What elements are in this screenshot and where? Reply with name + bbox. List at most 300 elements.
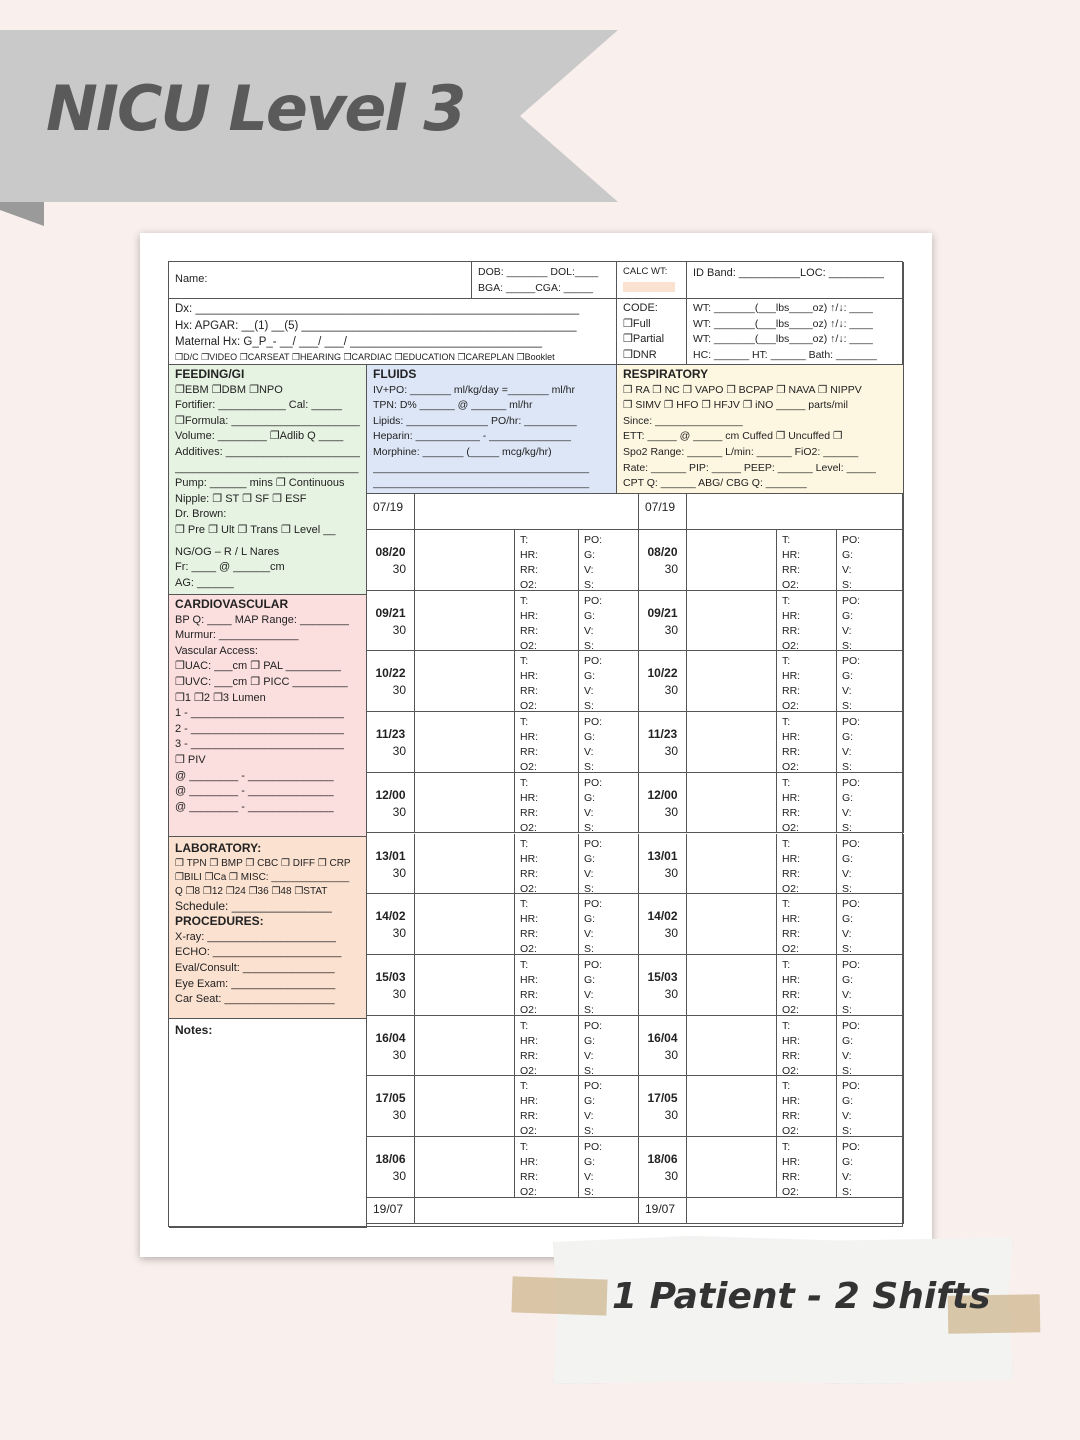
io-label: V:: [584, 928, 594, 941]
intake-output-cell[interactable]: [579, 1016, 639, 1077]
shift-2-hour-notes[interactable]: [687, 834, 777, 895]
vital-label: HR:: [520, 731, 539, 744]
io-label: G:: [842, 852, 854, 865]
intake-output-cell[interactable]: [579, 1137, 639, 1198]
shift-2-hour-row: [639, 834, 687, 895]
intake-output-cell[interactable]: [837, 591, 904, 652]
vital-label: RR:: [782, 806, 801, 819]
intake-output-cell[interactable]: [837, 712, 904, 773]
feeding-gi-section[interactable]: [169, 365, 367, 595]
vital-signs-cell[interactable]: [777, 591, 837, 652]
shift-1-hour-row: [367, 1137, 415, 1198]
hour-sub-label: 30: [664, 926, 678, 941]
io-label: PO:: [842, 837, 861, 850]
hour-time-label: 16/04: [375, 1030, 406, 1045]
io-label: V:: [842, 624, 852, 637]
intake-output-cell[interactable]: [579, 834, 639, 895]
respiratory-line: ETT: _____ @ _____ cm Cuffed ❐ Uncuffed ❐: [623, 430, 843, 443]
intake-output-cell[interactable]: [579, 651, 639, 712]
io-label: V:: [584, 564, 594, 576]
history-cell[interactable]: [169, 299, 617, 365]
fluids-section[interactable]: [367, 365, 617, 494]
vital-label: O2:: [782, 700, 799, 713]
shift-1-start-time: [367, 494, 415, 530]
lab-line: ❐BILI ❐Ca ❐ MISC: ______________: [175, 871, 350, 883]
io-label: V:: [842, 746, 852, 759]
hour-time-label: 13/01: [647, 848, 678, 863]
io-label: G:: [584, 852, 596, 865]
io-label: PO:: [584, 958, 603, 971]
intake-output-cell[interactable]: [837, 1076, 904, 1137]
vital-signs-cell[interactable]: [515, 712, 579, 773]
vital-label: RR:: [520, 1049, 539, 1062]
io-label: PO:: [584, 655, 603, 668]
shift-1-hour-row: [367, 651, 415, 712]
io-label: G:: [842, 670, 854, 683]
io-label: S:: [584, 700, 594, 713]
io-label: PO:: [584, 776, 603, 789]
vital-label: O2:: [782, 943, 799, 956]
io-label: S:: [584, 821, 594, 834]
shift-1-hour-row: [367, 591, 415, 652]
vital-signs-cell[interactable]: [777, 955, 837, 1016]
hour-sub-label: 30: [664, 1169, 678, 1183]
io-label: V:: [584, 867, 594, 880]
vital-label: HR:: [782, 1156, 801, 1168]
shift-2-start-notes[interactable]: [687, 494, 904, 530]
shift-1-hour-row: [367, 955, 415, 1016]
apgar-line: Hx: APGAR: __(1) __(5) ___________________________________________: [175, 319, 577, 332]
fluids-line: Lipids: ______________ PO/hr: _________: [373, 414, 577, 427]
vital-label: T:: [520, 1019, 529, 1032]
respiratory-section[interactable]: [617, 365, 904, 494]
io-label: PO:: [842, 1080, 861, 1093]
shift-2-hour-row: [639, 894, 687, 955]
vital-signs-cell[interactable]: [515, 1016, 579, 1077]
io-label: S:: [842, 1186, 852, 1198]
io-label: G:: [584, 549, 596, 561]
io-label: PO:: [584, 898, 603, 911]
shift-1-hour-notes[interactable]: [415, 773, 515, 834]
intake-output-cell[interactable]: [579, 712, 639, 773]
hour-time-label: 14/02: [647, 909, 678, 924]
intake-output-cell[interactable]: [579, 591, 639, 652]
vital-label: RR:: [782, 624, 801, 637]
shift-2-hour-notes[interactable]: [687, 773, 777, 834]
lab-title: LABORATORY:: [175, 841, 262, 855]
hour-time-label: 08/20: [647, 545, 678, 559]
hour-sub-label: 30: [664, 986, 678, 1001]
vital-label: RR:: [520, 1171, 539, 1183]
procedure-line: Car Seat: __________________: [175, 993, 335, 1006]
shift-1-hour-notes[interactable]: [415, 712, 515, 773]
io-label: V:: [584, 1171, 594, 1183]
vital-label: HR:: [520, 1095, 539, 1108]
vital-signs-cell[interactable]: [515, 1076, 579, 1137]
io-label: V:: [842, 1110, 852, 1123]
feeding-line: AG: ______: [175, 576, 234, 589]
hour-sub-label: 30: [664, 865, 678, 880]
vital-label: HR:: [520, 670, 539, 683]
vital-signs-cell[interactable]: [515, 834, 579, 895]
vital-label: RR:: [520, 988, 539, 1001]
tape-left: [511, 1276, 607, 1315]
io-label: S:: [842, 579, 852, 591]
vital-signs-cell[interactable]: [777, 530, 837, 591]
hour-time-label: 15/03: [375, 969, 406, 984]
hour-time-label: 11/23: [375, 727, 406, 742]
hour-time-label: 17/05: [647, 1091, 678, 1106]
io-label: V:: [584, 988, 594, 1001]
hour-sub-label: 30: [392, 622, 406, 637]
fluids-line: Heparin: ___________ - ______________: [373, 430, 571, 443]
shift-2-hour-notes[interactable]: [687, 894, 777, 955]
io-label: PO:: [584, 594, 603, 607]
shift-1-hour-row: [367, 712, 415, 773]
vital-label: HR:: [782, 913, 801, 926]
vital-signs-cell[interactable]: [777, 834, 837, 895]
io-label: PO:: [842, 1019, 861, 1032]
vital-signs-cell[interactable]: [515, 651, 579, 712]
respiratory-line: ❐ RA ❐ NC ❐ VAPO ❐ BCPAP ❐ NAVA ❐ NIPPV: [623, 383, 862, 396]
vital-label: RR:: [520, 564, 539, 576]
hour-time-label: 11/23: [647, 727, 678, 742]
shift-1-hour-notes[interactable]: [415, 894, 515, 955]
vital-signs-cell[interactable]: [777, 1137, 837, 1198]
shift-1-hour-notes[interactable]: [415, 1076, 515, 1137]
shift-2-hour-notes[interactable]: [687, 1137, 777, 1198]
shift-1-end-time: [367, 1198, 415, 1224]
io-label: G:: [584, 913, 596, 926]
vital-signs-cell[interactable]: [777, 651, 837, 712]
hour-sub-label: 30: [664, 1047, 678, 1062]
shift-2-hour-row: [639, 955, 687, 1016]
io-label: V:: [842, 1049, 852, 1062]
vital-label: HR:: [782, 731, 801, 744]
io-label: S:: [584, 943, 594, 956]
vital-label: T:: [520, 594, 529, 607]
code-label: CODE:: [623, 302, 658, 314]
hour-sub-label: 30: [392, 926, 406, 941]
intake-output-cell[interactable]: [837, 773, 904, 834]
hour-sub-label: 30: [392, 804, 406, 819]
shift-2-hour-row: [639, 1137, 687, 1198]
io-label: S:: [842, 1125, 852, 1138]
intake-output-cell[interactable]: [837, 651, 904, 712]
io-label: PO:: [842, 594, 861, 607]
io-label: G:: [584, 791, 596, 804]
notes-section[interactable]: [169, 1019, 367, 1228]
io-label: G:: [842, 791, 854, 804]
hour-sub-label: 30: [392, 1108, 406, 1123]
vital-label: O2:: [520, 821, 537, 834]
feeding-line: Pump: ______ mins ❐ Continuous: [175, 477, 345, 490]
shift-2-end-label: 19/07: [645, 1201, 676, 1216]
vital-label: RR:: [782, 988, 801, 1001]
feeding-line: ❐ Pre ❐ Ult ❐ Trans ❐ Level __: [175, 523, 336, 536]
shift-2-hour-notes[interactable]: [687, 1076, 777, 1137]
io-label: PO:: [842, 716, 861, 729]
io-label: G:: [584, 1156, 596, 1168]
shift-1-end-notes[interactable]: [415, 1198, 639, 1224]
shift-2-hour-notes[interactable]: [687, 651, 777, 712]
weight-line-2: WT: _______(___lbs____oz) ↑/↓: ____: [693, 317, 873, 330]
cardio-line: BP Q: ____ MAP Range: ________: [175, 613, 349, 626]
shift-2-hour-notes[interactable]: [687, 712, 777, 773]
io-label: S:: [584, 639, 594, 652]
shift-1-hour-notes[interactable]: [415, 1016, 515, 1077]
io-label: S:: [584, 761, 594, 774]
vital-label: O2:: [520, 579, 537, 591]
hour-time-label: 10/22: [375, 666, 406, 681]
intake-output-cell[interactable]: [579, 955, 639, 1016]
vital-label: O2:: [782, 1064, 799, 1077]
io-label: G:: [584, 731, 596, 744]
vital-signs-cell[interactable]: [777, 894, 837, 955]
hour-time-label: 09/21: [375, 605, 406, 620]
fluids-line: _____________________________________: [373, 477, 590, 490]
cardio-line: @ ________ - ______________: [175, 769, 334, 782]
io-label: V:: [842, 928, 852, 941]
io-label: S:: [584, 1003, 594, 1016]
hc-ht-bath-line: HC: ______ HT: ______ Bath: _______: [693, 348, 877, 361]
intake-output-cell[interactable]: [579, 530, 639, 591]
hour-sub-label: 30: [664, 683, 678, 698]
respiratory-line: Since: _______________: [623, 414, 743, 427]
shift-2-hour-notes[interactable]: [687, 955, 777, 1016]
intake-output-cell[interactable]: [837, 1137, 904, 1198]
io-label: S:: [584, 882, 594, 895]
vital-label: O2:: [520, 700, 537, 713]
weight-cell[interactable]: [687, 299, 904, 365]
io-label: V:: [584, 1110, 594, 1123]
vital-label: RR:: [520, 806, 539, 819]
hour-time-label: 12/00: [647, 787, 678, 802]
hour-sub-label: 30: [392, 865, 406, 880]
code-partial[interactable]: ❐Partial: [623, 333, 665, 345]
io-label: V:: [842, 564, 852, 576]
cardio-line: Murmur: _____________: [175, 629, 299, 642]
vital-label: HR:: [782, 549, 801, 561]
vital-label: O2:: [782, 882, 799, 895]
code-full[interactable]: ❐Full: [623, 317, 651, 330]
shift-2-start-label: 07/19: [645, 500, 676, 514]
feeding-title: FEEDING/GI: [175, 367, 245, 381]
vital-signs-cell[interactable]: [515, 894, 579, 955]
vital-signs-cell[interactable]: [515, 591, 579, 652]
feeding-line: ❐EBM ❐DBM ❐NPO: [175, 383, 283, 396]
vital-label: T:: [782, 1080, 791, 1093]
fluids-line: _____________________________________: [373, 461, 590, 474]
cardio-line: ❐UVC: ___cm ❐ PICC _________: [175, 675, 348, 688]
cardio-line: 3 - _________________________: [175, 738, 344, 751]
cardiovascular-section[interactable]: [169, 595, 367, 837]
procedures-title: PROCEDURES:: [175, 914, 264, 929]
io-label: S:: [842, 882, 852, 895]
io-label: S:: [584, 1186, 594, 1198]
io-label: G:: [584, 1034, 596, 1047]
io-label: PO:: [842, 898, 861, 911]
feeding-line: Fr: ____ @ ______cm: [175, 561, 285, 574]
shift-1-hour-notes[interactable]: [415, 651, 515, 712]
hour-sub-label: 30: [392, 1047, 406, 1062]
bga-line: BGA: _____CGA: _____: [478, 282, 593, 294]
shift-1-start-notes[interactable]: [415, 494, 639, 530]
vital-label: T:: [520, 958, 529, 971]
id-band-cell[interactable]: [687, 262, 904, 299]
intake-output-cell[interactable]: [837, 955, 904, 1016]
vital-label: O2:: [782, 1003, 799, 1016]
shift-2-hour-row: [639, 651, 687, 712]
dob-cell[interactable]: [472, 262, 617, 299]
vital-label: HR:: [782, 609, 801, 622]
procedure-line: ECHO: _____________________: [175, 946, 342, 959]
respiratory-line: CPT Q: ______ ABG/ CBG Q: _______: [623, 477, 807, 490]
intake-output-cell[interactable]: [837, 530, 904, 591]
intake-output-cell[interactable]: [837, 834, 904, 895]
shift-1-hour-row: [367, 773, 415, 834]
fluids-title: FLUIDS: [373, 367, 417, 381]
intake-output-cell[interactable]: [579, 894, 639, 955]
procedure-line: X-ray: _____________________: [175, 930, 336, 943]
io-label: G:: [584, 609, 596, 622]
io-label: S:: [842, 821, 852, 834]
dx-line: Dx: ____________________________________________________________: [175, 303, 580, 315]
shift-1-hour-row: [367, 834, 415, 895]
io-label: PO:: [842, 534, 861, 546]
laboratory-section[interactable]: [169, 837, 367, 1019]
io-label: PO:: [584, 534, 603, 546]
io-label: V:: [584, 685, 594, 698]
hour-sub-label: 30: [664, 1108, 678, 1123]
vital-label: O2:: [520, 639, 537, 652]
shift-2-end-notes[interactable]: [687, 1198, 904, 1224]
calc-wt-cell[interactable]: [617, 262, 687, 299]
vital-label: RR:: [520, 685, 539, 698]
vital-label: RR:: [782, 746, 801, 759]
shift-1-hour-notes[interactable]: [415, 591, 515, 652]
intake-output-cell[interactable]: [837, 894, 904, 955]
vital-label: T:: [782, 1141, 791, 1153]
feeding-line: ______________________________: [175, 461, 359, 474]
hour-time-label: 18/06: [647, 1152, 678, 1166]
shift-1-hour-notes[interactable]: [415, 834, 515, 895]
hour-time-label: 13/01: [375, 848, 406, 863]
vital-label: HR:: [520, 852, 539, 865]
banner-title: NICU Level 3: [46, 72, 465, 145]
vital-label: RR:: [782, 1049, 801, 1062]
shift-2-hour-notes[interactable]: [687, 1016, 777, 1077]
vital-label: T:: [782, 716, 791, 729]
io-label: V:: [842, 685, 852, 698]
vital-label: RR:: [782, 928, 801, 941]
vital-label: HR:: [520, 549, 539, 561]
io-label: PO:: [842, 655, 861, 668]
cardio-line: @ ________ - ______________: [175, 800, 334, 813]
hour-time-label: 17/05: [375, 1091, 406, 1106]
vital-signs-cell[interactable]: [777, 1016, 837, 1077]
io-label: G:: [842, 1156, 854, 1168]
vital-label: T:: [520, 1080, 529, 1093]
hour-sub-label: 30: [392, 744, 406, 759]
calc-wt-label: CALC WT:: [623, 266, 668, 277]
code-status-cell[interactable]: [617, 299, 687, 365]
shift-2-hour-notes[interactable]: [687, 591, 777, 652]
shift-2-hour-notes[interactable]: [687, 530, 777, 591]
lab-line: Schedule: _______________: [175, 898, 332, 913]
shift-1-hour-notes[interactable]: [415, 530, 515, 591]
io-label: S:: [842, 1003, 852, 1016]
name-field[interactable]: [169, 262, 472, 299]
vital-signs-cell[interactable]: [777, 773, 837, 834]
io-label: G:: [584, 973, 596, 986]
shift-2-start-time: [639, 494, 687, 530]
shift-grid: [367, 494, 904, 1228]
shift-1-start-label: 07/19: [373, 500, 404, 514]
code-dnr[interactable]: ❐DNR: [623, 348, 657, 361]
vital-signs-cell[interactable]: [515, 530, 579, 591]
intake-output-cell[interactable]: [837, 1016, 904, 1077]
io-label: S:: [842, 943, 852, 956]
feeding-line: Additives: ______________________: [175, 445, 360, 458]
vital-label: HR:: [782, 791, 801, 804]
fluids-line: IV+PO: _______ ml/kg/day =_______ ml/hr: [373, 383, 575, 396]
vital-signs-cell[interactable]: [515, 955, 579, 1016]
vital-signs-cell[interactable]: [777, 1076, 837, 1137]
vital-label: HR:: [520, 791, 539, 804]
io-label: G:: [584, 1095, 596, 1108]
shift-1-hour-notes[interactable]: [415, 955, 515, 1016]
intake-output-cell[interactable]: [579, 773, 639, 834]
dob-line: DOB: _______ DOL:____: [478, 266, 599, 278]
vital-signs-cell[interactable]: [777, 712, 837, 773]
hour-sub-label: 30: [664, 622, 678, 637]
shift-1-hour-row: [367, 894, 415, 955]
vital-label: T:: [782, 776, 791, 789]
vital-label: O2:: [520, 1064, 537, 1077]
io-label: G:: [842, 549, 854, 561]
hour-time-label: 08/20: [375, 545, 406, 559]
respiratory-line: ❐ SIMV ❐ HFO ❐ HFJV ❐ iNO _____ parts/mil: [623, 399, 848, 412]
shift-1-hour-notes[interactable]: [415, 1137, 515, 1198]
vital-label: O2:: [782, 1186, 799, 1198]
vital-label: O2:: [782, 579, 799, 591]
vital-label: RR:: [782, 867, 801, 880]
vital-label: O2:: [782, 1125, 799, 1138]
vital-label: T:: [520, 898, 529, 911]
vital-label: RR:: [520, 928, 539, 941]
shift-2-end-time: [639, 1198, 687, 1224]
procedure-line: Eval/Consult: _______________: [175, 961, 335, 974]
io-label: S:: [842, 700, 852, 713]
vital-label: T:: [782, 898, 791, 911]
respiratory-line: Spo2 Range: ______ L/min: ______ FiO2: ______: [623, 445, 859, 458]
vital-label: T:: [782, 655, 791, 668]
vital-signs-cell[interactable]: [515, 773, 579, 834]
feeding-line: Volume: ________ ❐Adlib Q ____: [175, 430, 344, 443]
hour-time-label: 14/02: [375, 909, 406, 924]
fluids-line: TPN: D% ______ @ ______ ml/hr: [373, 399, 533, 412]
vital-signs-cell[interactable]: [515, 1137, 579, 1198]
discharge-checklist: ❐D/C ❐VIDEO ❐CARSEAT ❐HEARING ❐CARDIAC ❐EDUCATION ❐CAREPLAN ❐Booklet: [175, 351, 555, 362]
hour-time-label: 09/21: [647, 605, 678, 620]
vital-label: T:: [520, 776, 529, 789]
io-label: PO:: [842, 1141, 861, 1153]
cardio-line: @ ________ - ______________: [175, 785, 334, 798]
intake-output-cell[interactable]: [579, 1076, 639, 1137]
vital-label: HR:: [520, 913, 539, 926]
shift-1-hour-row: [367, 1076, 415, 1137]
